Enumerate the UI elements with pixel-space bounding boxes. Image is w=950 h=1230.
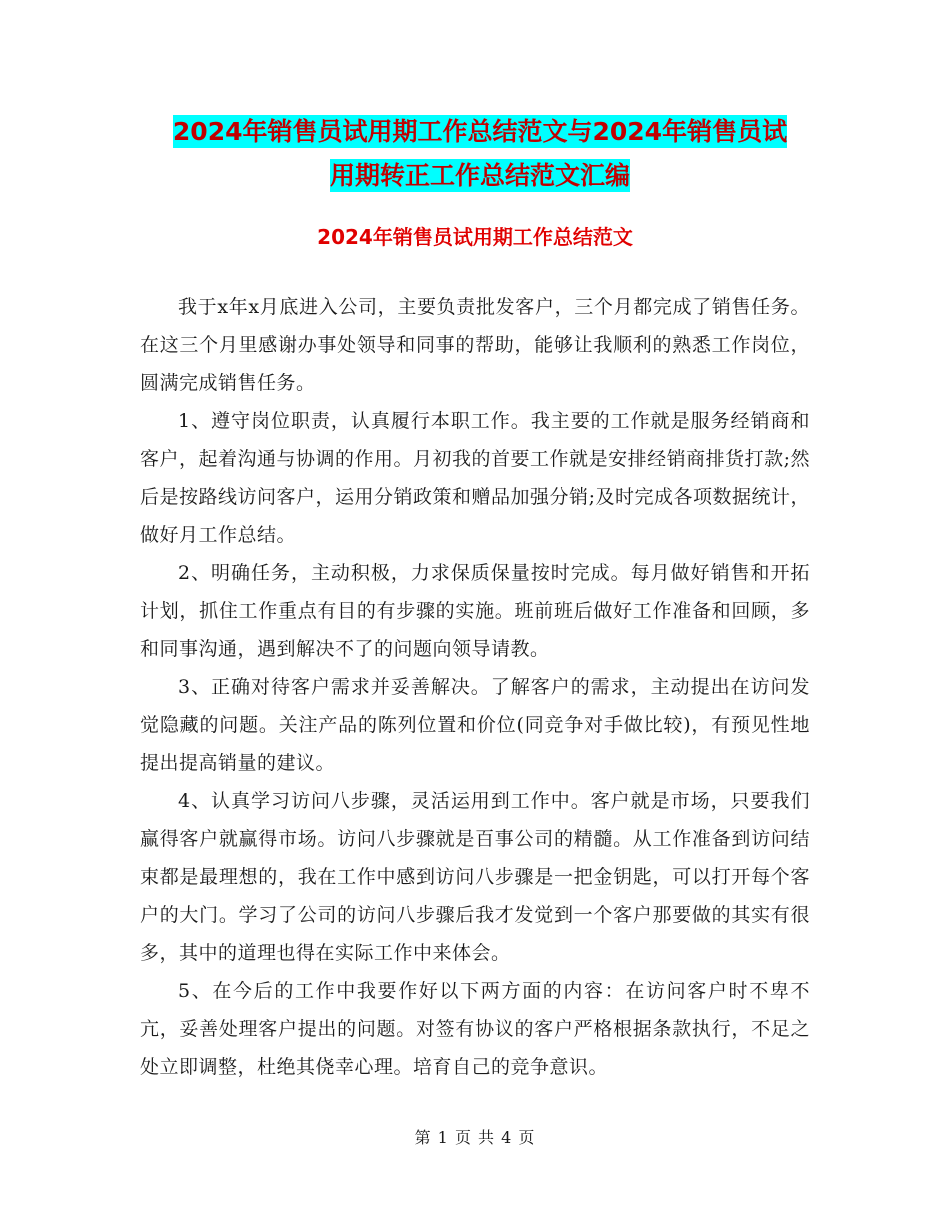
paragraph-2: 2、明确任务，主动积极，力求保质保量按时完成。每月做好销售和开拓计划，抓住工作重点有目的有步骤的实施。班前班后做好工作准备和回顾，多和同事沟通，遇到解决不了的问题向领导请教。	[140, 562, 810, 660]
paragraph-1: 1、遵守岗位职责，认真履行本职工作。我主要的工作就是服务经销商和客户，起着沟通与协调的作用。月初我的首要工作就是安排经销商排货打款;然后是按路线访问客户，运用分销政策和赠品加强分销;及时完成各项数据统计，做好月工作总结。	[140, 410, 810, 546]
paragraph-5: 5、在今后的工作中我要作好以下两方面的内容：在访问客户时不卑不亢，妥善处理客户提出的问题。对签有协议的客户严格根据条款执行，不足之处立即调整，杜绝其侥幸心理。培育自己的竞争意识。	[140, 980, 810, 1078]
document-title	[120, 110, 840, 198]
paragraph-intro: 我于x年x月底进入公司，主要负责批发客户，三个月都完成了销售任务。在这三个月里感谢办事处领导和同事的帮助，能够让我顺利的熟悉工作岗位，圆满完成销售任务。	[140, 296, 810, 394]
section-title: 2024年销售员试用期工作总结范文	[317, 225, 633, 249]
page-footer: 第 1 页 共 4 页	[414, 1128, 536, 1147]
body-text	[140, 288, 810, 1086]
document-title-line-1: 2024年销售员试用期工作总结范文与2024年销售员试	[172, 117, 788, 146]
paragraph-3: 3、正确对待客户需求并妥善解决。了解客户的需求，主动提出在访问发觉隐藏的问题。关注产品的陈列位置和价位(同竞争对手做比较)，有预见性地提出提高销量的建议。	[140, 676, 810, 774]
document-title-line-2: 用期转正工作总结范文汇编	[329, 161, 630, 190]
paragraph-4: 4、认真学习访问八步骤，灵活运用到工作中。客户就是市场，只要我们赢得客户就赢得市场。访问八步骤就是百事公司的精髓。从工作准备到访问结束都是最理想的，我在工作中感到访问八步骤是一把金钥匙，可以打开每个客户的大门。学习了公司的访问八步骤后我才发觉到一个客户那要做的其实有很多，其中的道理也得在实际工作中来体会。	[140, 790, 810, 964]
